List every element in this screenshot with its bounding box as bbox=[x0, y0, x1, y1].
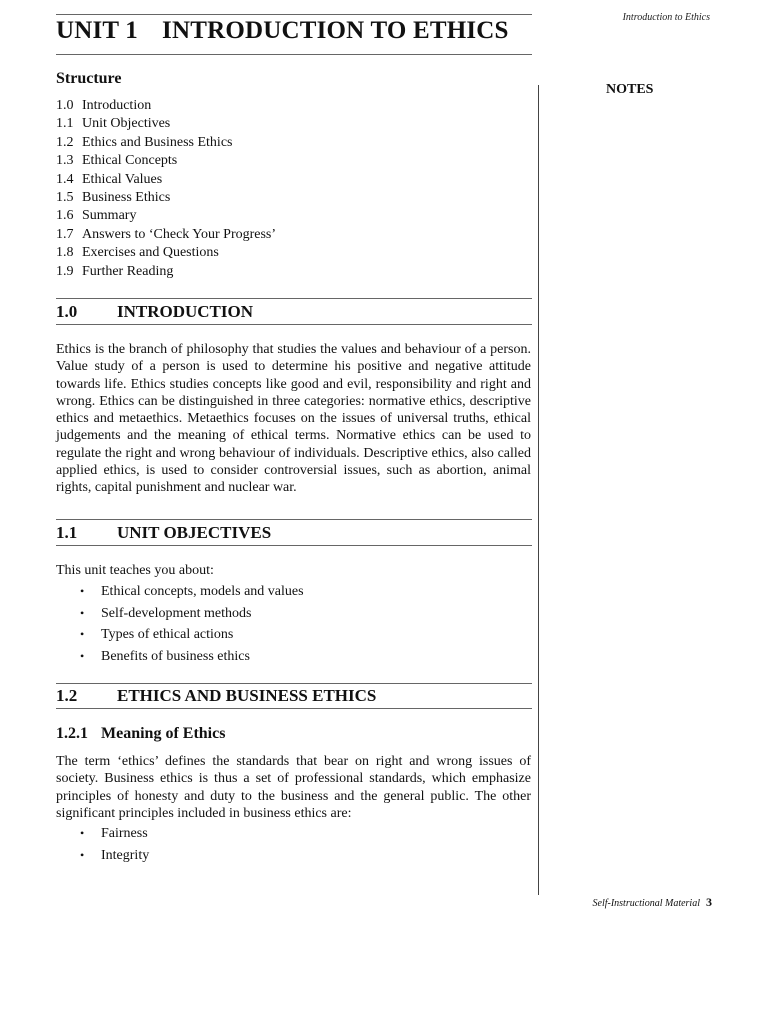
list-item bbox=[80, 646, 304, 668]
structure-list bbox=[56, 97, 276, 281]
running-head: Introduction to Ethics bbox=[622, 12, 710, 23]
section-title: ETHICS AND BUSINESS ETHICS bbox=[117, 686, 377, 705]
notes-label: NOTES bbox=[606, 82, 654, 97]
bullet-icon: • bbox=[80, 847, 85, 862]
toc-label: Summary bbox=[82, 208, 137, 224]
title-top-rule bbox=[56, 14, 532, 15]
toc-number: 1.8 bbox=[56, 245, 74, 261]
objectives-list bbox=[80, 581, 304, 667]
section-top-rule bbox=[56, 683, 532, 684]
toc-number: 1.4 bbox=[56, 171, 74, 187]
toc-label: Introduction bbox=[82, 98, 152, 113]
toc-item bbox=[56, 189, 276, 207]
section-title: INTRODUCTION bbox=[117, 302, 254, 321]
section-top-rule bbox=[56, 519, 532, 520]
toc-item bbox=[56, 171, 276, 189]
toc-label: Unit Objectives bbox=[82, 116, 171, 132]
toc-item bbox=[56, 97, 276, 115]
title-bottom-rule bbox=[56, 54, 532, 55]
list-item-text: Benefits of business ethics bbox=[101, 648, 250, 664]
list-item bbox=[80, 603, 304, 625]
toc-item bbox=[56, 152, 276, 170]
bullet-icon: • bbox=[80, 605, 85, 620]
unit-title bbox=[56, 17, 536, 45]
toc-number: 1.1 bbox=[56, 116, 74, 132]
subsection-heading bbox=[56, 725, 225, 743]
bullet-icon: • bbox=[80, 826, 85, 840]
principles-list bbox=[80, 823, 149, 866]
unit-title-text: INTRODUCTION TO ETHICS bbox=[162, 17, 509, 44]
list-item-text: Fairness bbox=[101, 826, 148, 841]
section-bottom-rule bbox=[56, 324, 532, 325]
bullet-icon: • bbox=[80, 648, 85, 663]
list-item-text: Self-development methods bbox=[101, 605, 252, 621]
toc-item bbox=[56, 244, 276, 262]
section-bottom-rule bbox=[56, 545, 532, 546]
toc-label: Business Ethics bbox=[82, 189, 171, 205]
list-item-text: Integrity bbox=[101, 847, 150, 863]
list-item bbox=[80, 624, 304, 646]
subsection-title: Meaning of Ethics bbox=[101, 725, 226, 742]
toc-number: 1.7 bbox=[56, 226, 74, 242]
section-title: UNIT OBJECTIVES bbox=[117, 523, 272, 542]
toc-number: 1.3 bbox=[56, 153, 74, 169]
toc-item bbox=[56, 207, 276, 225]
toc-item bbox=[56, 115, 276, 133]
list-item-text: Types of ethical actions bbox=[101, 627, 234, 642]
list-item-text: Ethical concepts, models and values bbox=[101, 584, 304, 599]
page-number: 3 bbox=[706, 895, 712, 909]
meaning-paragraph: The term ‘ethics’ defines the standards that bear on right and wrong issues of society. Business ethics is thus a set of professional standards, which emphasize principles of honesty and duty to the business and the general public. The other significant principles included in business ethics are: bbox=[56, 754, 531, 821]
footer-label: Self-Instructional Material bbox=[592, 898, 700, 909]
list-item bbox=[80, 581, 304, 603]
subsection-number: 1.2.1 bbox=[56, 725, 88, 742]
structure-heading: Structure bbox=[56, 70, 122, 87]
list-item bbox=[80, 823, 149, 845]
list-item bbox=[80, 845, 149, 867]
toc-number: 1.5 bbox=[56, 189, 74, 205]
page-footer bbox=[560, 895, 712, 910]
section-bottom-rule bbox=[56, 708, 532, 709]
toc-item bbox=[56, 263, 276, 281]
toc-number: 1.9 bbox=[56, 263, 74, 279]
section-heading-introduction bbox=[56, 302, 532, 322]
toc-number: 1.6 bbox=[56, 208, 74, 224]
toc-label: Ethics and Business Ethics bbox=[82, 134, 233, 150]
toc-label: Exercises and Questions bbox=[82, 245, 219, 261]
objectives-intro: This unit teaches you about: bbox=[56, 563, 214, 578]
margin-rule bbox=[538, 85, 539, 895]
toc-label: Ethical Concepts bbox=[82, 153, 178, 169]
bullet-icon: • bbox=[80, 627, 85, 641]
toc-number: 1.0 bbox=[56, 98, 74, 113]
toc-number: 1.2 bbox=[56, 134, 74, 150]
toc-label: Further Reading bbox=[82, 263, 174, 279]
unit-number: UNIT 1 bbox=[56, 17, 139, 44]
section-heading-business-ethics bbox=[56, 686, 532, 706]
section-number: 1.2 bbox=[56, 686, 78, 705]
toc-item bbox=[56, 226, 276, 244]
section-number: 1.1 bbox=[56, 523, 78, 542]
toc-item bbox=[56, 134, 276, 152]
introduction-paragraph: Ethics is the branch of philosophy that studies the values and behaviour of a person. Value study of a person is used to determine his positive and negative attitude towards life. Ethics studies concepts like good and evil, responsibility and right and wrong. Ethics can be distinguished in three categories: normative ethics, descriptive ethics and metaethics. Metaethics focuses on the issues of universal truths, ethical judgements and the meaning of ethical terms. Normative ethics can be used to regulate the right and wrong behaviour of individuals. Descriptive ethics, also called applied ethics, is used to consider controversial issues, such as abortion, animal rights, capital punishment and nuclear war. bbox=[56, 342, 531, 496]
toc-label: Answers to ‘Check Your Progress’ bbox=[82, 226, 277, 242]
section-number: 1.0 bbox=[56, 302, 78, 321]
section-top-rule bbox=[56, 298, 532, 299]
bullet-icon: • bbox=[80, 584, 85, 598]
section-heading-objectives bbox=[56, 523, 532, 543]
toc-label: Ethical Values bbox=[82, 171, 163, 187]
